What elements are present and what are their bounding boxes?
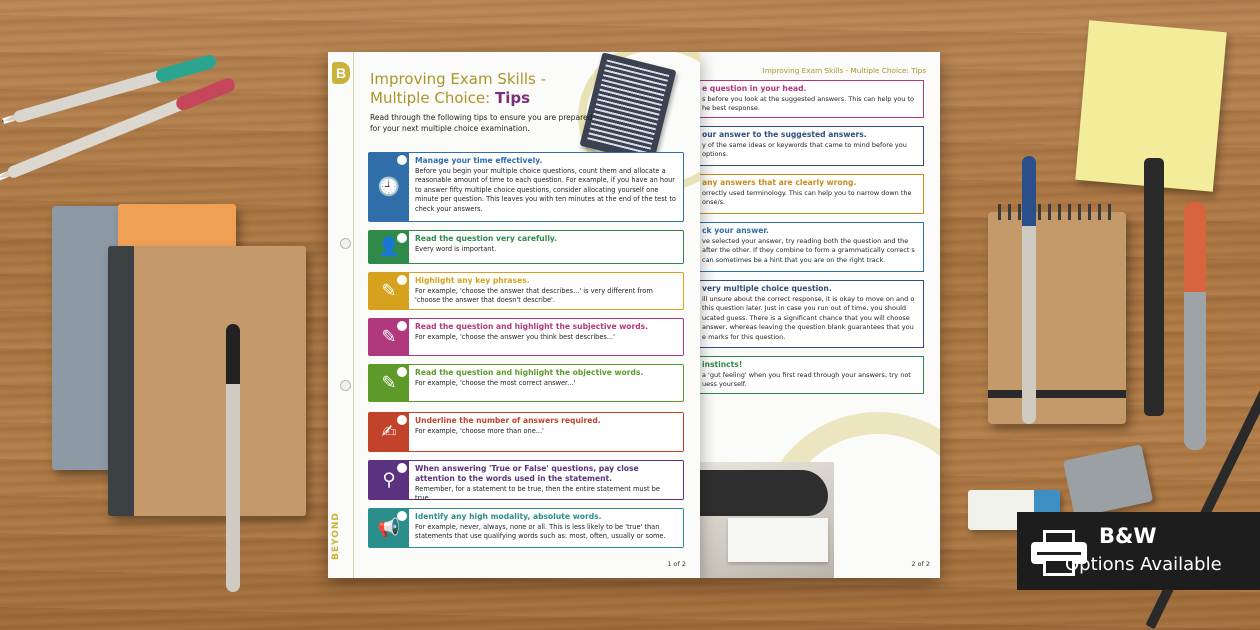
green-pen (12, 54, 217, 123)
pen-hand-icon: ✍ (369, 413, 409, 451)
spiral-notepad (988, 212, 1126, 424)
tip-title: e question in your head. (702, 84, 807, 93)
tip-card (368, 364, 684, 402)
tip-card (368, 412, 684, 452)
tip-title: When answering 'True or False' questions, pay close attention to the words used in the statement. (415, 464, 639, 483)
tip-text: ve selected your answer, try reading both the question and the after the other. If they combine to form a grammatically correct s can sometimes be a hint that you are on the right track. (702, 237, 915, 264)
tip-title: Read the question and highlight the objective words. (415, 368, 644, 377)
tip-card (698, 80, 924, 118)
tip-text: Every word is important. (415, 245, 497, 253)
tip-title: Read the question and highlight the subjective words. (415, 322, 649, 331)
tip-text: y of the same ideas or keywords that came to mind before you options. (702, 141, 907, 159)
tip-text: Before you begin your multiple choice questions, count them and allocate a reasonable amount of time to each question. For example, if you have an hour to answer fifty multiple choice questions, consider allocating yourself one minute per question. This leaves you with ten minutes at the end of the test to check your answers. (415, 167, 676, 213)
reading-person-icon: 👤 (369, 231, 409, 263)
pencil-sharpener (1063, 444, 1153, 517)
punch-hole (340, 238, 351, 249)
worksheet-page-2 (698, 52, 940, 578)
tip-text: ill unsure about the correct response, it is okay to move on and o this question later. Just in case you run out of time, you should ucated guess. There is a significant chance that you will choose answer, whereas leaving the question blank guarantees that you e marks for this question. (702, 295, 915, 341)
highlighter-icon: ✎ (369, 273, 409, 309)
tip-card (368, 230, 684, 264)
marker (1184, 202, 1206, 450)
tip-text: For example, never, always, none or all. This is less likely to be 'true' than statements that use qualifying words such as: most, often, usually or some. (415, 523, 666, 541)
tip-card (698, 126, 924, 166)
brand-strip (328, 52, 354, 578)
tip-card (368, 272, 684, 310)
blue-pen (1022, 156, 1036, 424)
tip-text: orrectly used terminology. This can help you to narrow down the onse/s. (702, 189, 912, 207)
tip-text: For example, 'choose the answer you think best describes...' (415, 333, 615, 341)
tip-card (368, 508, 684, 548)
banner-subtitle: Options Available (1065, 554, 1222, 575)
beyond-logo: B (332, 62, 350, 84)
punch-hole (340, 380, 351, 391)
highlighter-icon: ✎ (369, 365, 409, 401)
tip-card (368, 152, 684, 222)
banner-title: B&W (1099, 524, 1157, 548)
tip-text: Remember, for a statement to be true, then the entire statement must be true. (415, 485, 660, 503)
tip-title: Highlight any key phrases. (415, 276, 530, 285)
megaphone-icon: 📢 (369, 509, 409, 547)
tip-title: our answer to the suggested answers. (702, 130, 867, 139)
tip-card (368, 318, 684, 356)
tip-card (698, 280, 924, 348)
tip-title: Identify any high modality, absolute words. (415, 512, 602, 521)
tip-text: s before you look at the suggested answers. This can help you to he best response. (702, 95, 914, 113)
tip-text: a 'gut feeling' when you first read through your answers, try not uess yourself. (702, 371, 911, 389)
bw-options-banner (1017, 512, 1260, 590)
tip-card (698, 356, 924, 394)
tip-text: For example, 'choose the most correct answer...' (415, 379, 576, 387)
tip-title: Underline the number of answers required. (415, 416, 601, 425)
intro-text: Read through the following tips to ensure you are prepared for your next multiple choice examination. (370, 113, 593, 133)
tip-title: instincts! (702, 360, 743, 369)
tip-card (368, 460, 684, 503)
page-2-header: Improving Exam Skills - Multiple Choice: Tips (762, 66, 926, 75)
magnifier-icon: ⚲ (369, 461, 409, 499)
tip-card (698, 174, 924, 214)
kraft-notebook (108, 246, 306, 516)
highlighter-icon: ✎ (369, 319, 409, 355)
page-2-number: 2 of 2 (911, 560, 930, 568)
tip-title: Manage your time effectively. (415, 156, 543, 165)
page-1-number: 1 of 2 (667, 560, 686, 568)
tip-text: For example, 'choose more than one...' (415, 427, 544, 435)
tip-title: any answers that are clearly wrong. (702, 178, 857, 187)
black-felt-pen (1144, 158, 1164, 416)
beyond-wordmark: BEYOND (331, 512, 341, 560)
tip-text: For example, 'choose the answer that describes...' is very different from 'choose the answer that doesn't describe'. (415, 287, 653, 305)
tip-title: Read the question very carefully. (415, 234, 558, 243)
page-title: Improving Exam Skills - Multiple Choice: Tips (370, 70, 547, 107)
clock-icon: 🕘 (369, 153, 409, 221)
tip-title: very multiple choice question. (702, 284, 832, 293)
laptop-photo (698, 462, 834, 578)
black-pen (226, 324, 240, 592)
worksheet-page-1 (328, 52, 700, 578)
tip-title: ck your answer. (702, 226, 769, 235)
tip-card (698, 222, 924, 272)
